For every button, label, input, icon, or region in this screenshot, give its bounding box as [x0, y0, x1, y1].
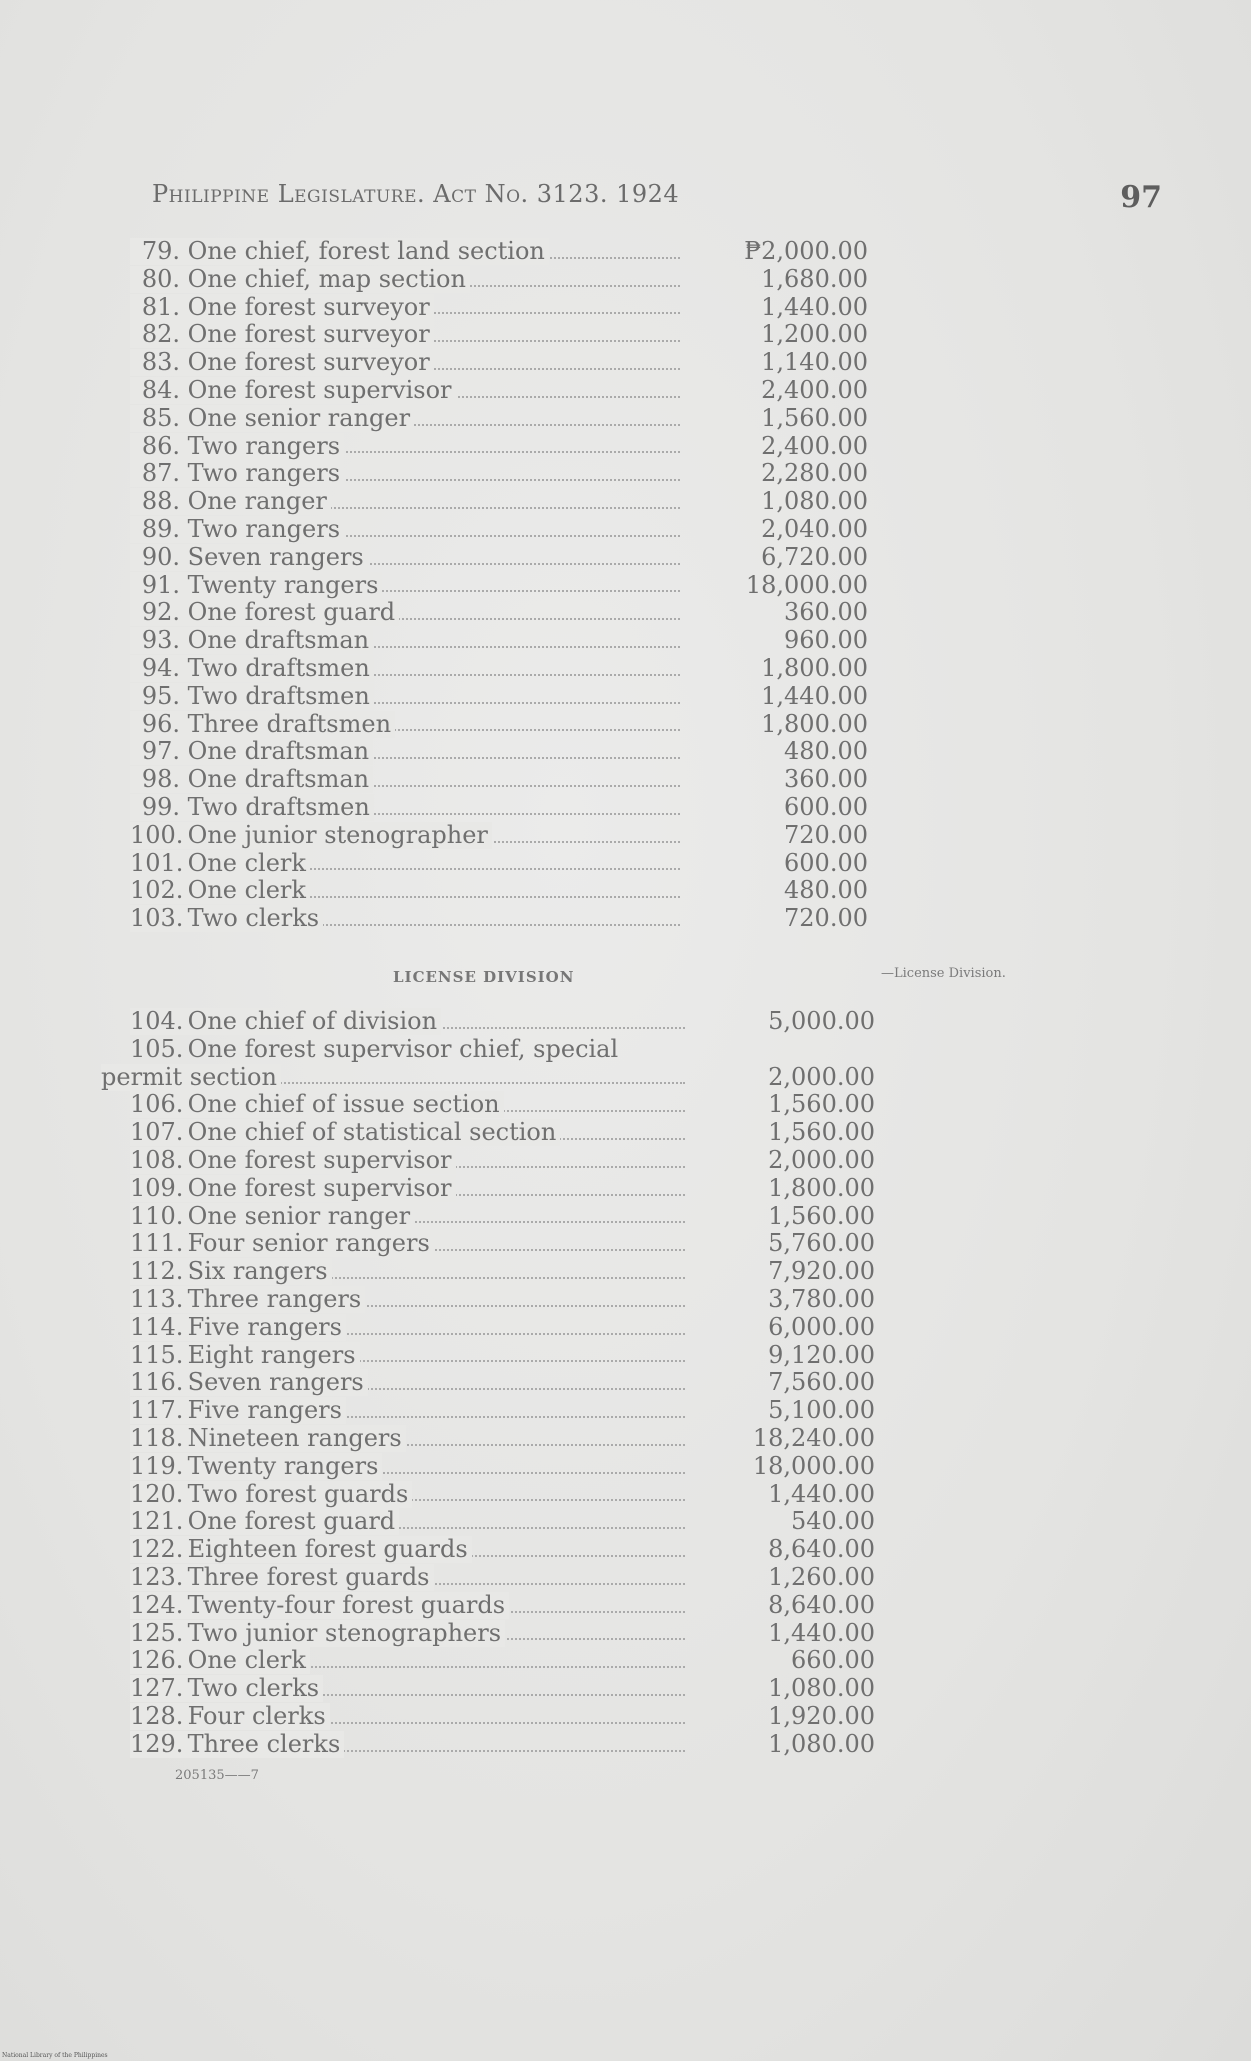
item-number: 108.	[130, 1146, 184, 1174]
item-number: 86.	[141, 432, 180, 460]
item-label	[130, 460, 680, 488]
appropriation-list-forest-section	[0, 238, 1251, 933]
item-amount: 1,080.00	[761, 487, 868, 516]
list-item	[0, 627, 1251, 655]
item-label	[130, 1258, 685, 1286]
list-item	[0, 822, 1251, 850]
item-amount: 360.00	[784, 598, 868, 627]
list-item	[0, 1564, 1251, 1592]
item-text: One chief, map section	[187, 265, 466, 293]
item-label	[130, 238, 680, 266]
item-amount: 2,400.00	[761, 375, 868, 404]
item-text: One clerk	[187, 877, 306, 905]
list-item	[0, 572, 1251, 600]
item-amount: 8,640.00	[768, 1590, 875, 1619]
item-text: Two rangers	[187, 432, 341, 460]
item-text: Twenty-four forest guards	[187, 1591, 506, 1619]
list-item	[0, 488, 1251, 516]
item-amount: 18,000.00	[745, 570, 868, 599]
item-number: 127.	[130, 1675, 184, 1703]
item-label	[130, 1425, 685, 1453]
item-label	[130, 349, 680, 377]
item-text: Five rangers	[187, 1397, 342, 1425]
item-number: 90.	[141, 543, 180, 571]
item-text: Two junior stenographers	[187, 1619, 502, 1647]
list-item	[0, 544, 1251, 572]
list-item	[0, 1369, 1251, 1397]
item-number: 115.	[130, 1341, 184, 1369]
item-text: Five rangers	[187, 1313, 342, 1341]
item-amount: 2,040.00	[761, 514, 868, 543]
item-amount: 960.00	[784, 626, 868, 655]
list-item	[0, 321, 1251, 349]
item-amount: 2,000.00	[768, 1062, 875, 1091]
item-number: 85.	[141, 404, 180, 432]
list-item	[0, 1731, 1251, 1759]
list-item	[0, 1230, 1251, 1258]
item-number: 97.	[141, 738, 180, 766]
item-number: 106.	[130, 1091, 184, 1119]
item-text: One forest guard	[187, 599, 396, 627]
list-item	[0, 877, 1251, 905]
list-item	[0, 1675, 1251, 1703]
item-label	[130, 1703, 685, 1731]
list-item	[0, 1091, 1251, 1119]
item-label	[130, 321, 680, 349]
item-label	[130, 488, 680, 516]
item-label	[130, 1008, 685, 1036]
item-text: Two draftsmen	[187, 682, 370, 710]
item-text: Twenty rangers	[187, 1452, 379, 1480]
item-number: 101.	[130, 849, 184, 877]
page-number: 97	[1120, 180, 1162, 215]
item-text: One forest guard	[187, 1508, 396, 1536]
item-amount: 1,080.00	[768, 1674, 875, 1703]
item-amount: 2,280.00	[761, 459, 868, 488]
item-text: Eight rangers	[187, 1341, 356, 1369]
item-text: One chief of statistical section	[187, 1119, 557, 1147]
item-label	[130, 1592, 685, 1620]
item-number: 124.	[130, 1591, 184, 1619]
item-amount: 1,200.00	[761, 320, 868, 349]
item-text: One senior ranger	[187, 404, 411, 432]
item-text: Two clerks	[187, 1675, 320, 1703]
item-label	[130, 1564, 685, 1592]
list-item	[0, 794, 1251, 822]
margin-note: —License Division.	[881, 966, 1006, 981]
item-text: Two draftsmen	[187, 654, 370, 682]
list-item	[0, 711, 1251, 739]
item-amount: 360.00	[784, 765, 868, 794]
item-amount: 720.00	[784, 820, 868, 849]
list-item	[0, 1286, 1251, 1314]
item-number: 122.	[130, 1536, 184, 1564]
item-label	[130, 544, 680, 572]
item-number: 99.	[141, 793, 180, 821]
list-item	[0, 683, 1251, 711]
item-number: 113.	[130, 1285, 184, 1313]
item-label	[130, 1342, 685, 1370]
item-text: Four clerks	[187, 1702, 326, 1730]
item-label	[130, 1175, 685, 1203]
item-number: 79.	[141, 238, 180, 265]
item-amount: 1,800.00	[768, 1173, 875, 1202]
item-text: Two rangers	[187, 515, 341, 543]
item-number: 93.	[141, 627, 180, 655]
list-item	[0, 1508, 1251, 1536]
item-text: One draftsman	[187, 738, 370, 766]
list-item	[0, 599, 1251, 627]
item-number: 84.	[141, 376, 180, 404]
item-text: Three clerks	[187, 1730, 341, 1758]
item-number: 109.	[130, 1174, 184, 1202]
item-label	[130, 377, 680, 405]
item-label	[130, 1119, 685, 1147]
item-amount: 6,720.00	[761, 542, 868, 571]
item-label	[130, 738, 680, 766]
item-number: 120.	[130, 1480, 184, 1508]
appropriation-list-license-division	[0, 1008, 1251, 1759]
item-label	[130, 766, 680, 794]
item-amount: 660.00	[791, 1646, 875, 1675]
item-text: Twenty rangers	[187, 571, 379, 599]
list-item	[0, 294, 1251, 322]
item-label	[130, 599, 680, 627]
item-amount: 600.00	[784, 792, 868, 821]
list-item	[0, 1536, 1251, 1564]
item-number: 81.	[141, 293, 180, 321]
item-text: One draftsman	[187, 627, 370, 655]
item-amount: ₱2,000.00	[744, 237, 868, 265]
item-number: 104.	[130, 1008, 184, 1035]
item-label	[130, 1286, 685, 1314]
item-label	[130, 1453, 685, 1481]
item-text: Eighteen forest guards	[187, 1536, 468, 1564]
item-text: One forest surveyor	[187, 349, 430, 377]
item-text: One clerk	[187, 1647, 306, 1675]
item-number: 92.	[141, 599, 180, 627]
item-number: 95.	[141, 682, 180, 710]
item-label	[130, 1397, 685, 1425]
list-item	[0, 1481, 1251, 1509]
list-item	[0, 460, 1251, 488]
item-number: 110.	[130, 1202, 184, 1230]
item-label	[130, 294, 680, 322]
item-amount: 600.00	[784, 848, 868, 877]
item-amount: 1,560.00	[768, 1118, 875, 1147]
list-item	[0, 850, 1251, 878]
item-label	[130, 1508, 685, 1536]
item-number: 88.	[141, 488, 180, 516]
item-label	[130, 1369, 685, 1397]
item-amount: 2,400.00	[761, 431, 868, 460]
item-number: 100.	[130, 821, 184, 849]
list-item	[0, 266, 1251, 294]
item-amount: 5,100.00	[768, 1396, 875, 1425]
item-text: Seven rangers	[187, 1369, 364, 1397]
item-number: 126.	[130, 1647, 184, 1675]
item-label	[130, 711, 680, 739]
item-number: 128.	[130, 1702, 184, 1730]
item-amount: 1,560.00	[768, 1090, 875, 1119]
item-label	[130, 683, 680, 711]
item-amount: 7,920.00	[768, 1257, 875, 1286]
list-item	[0, 1397, 1251, 1425]
item-amount: 18,240.00	[752, 1423, 875, 1452]
item-text: Two draftsmen	[187, 793, 370, 821]
item-amount: 1,560.00	[761, 403, 868, 432]
item-label	[130, 655, 680, 683]
item-text: One forest supervisor	[187, 1174, 452, 1202]
item-text: Two forest guards	[187, 1480, 409, 1508]
item-number: 83.	[141, 349, 180, 377]
item-text: One forest surveyor	[187, 293, 430, 321]
item-number: 119.	[130, 1452, 184, 1480]
list-item	[0, 1703, 1251, 1731]
item-text: Six rangers	[187, 1258, 328, 1286]
item-label	[130, 1314, 685, 1342]
item-text: One junior stenographer	[187, 821, 488, 849]
list-item	[0, 766, 1251, 794]
list-item	[0, 349, 1251, 377]
page-header	[152, 180, 1162, 220]
item-text: One forest supervisor	[187, 1146, 452, 1174]
item-amount: 1,440.00	[761, 292, 868, 321]
item-label	[130, 905, 680, 933]
item-label	[130, 822, 680, 850]
item-text: One forest surveyor	[187, 321, 430, 349]
item-text: Four senior rangers	[187, 1230, 430, 1258]
item-amount: 1,080.00	[768, 1729, 875, 1758]
section-heading: LICENSE DIVISION	[393, 968, 575, 986]
item-label	[130, 1091, 685, 1119]
item-text: One chief of issue section	[187, 1091, 500, 1119]
item-label	[130, 877, 680, 905]
list-item-wrapped-line1	[0, 1036, 1251, 1064]
list-item	[0, 738, 1251, 766]
license-division-items	[0, 1091, 1251, 1758]
list-item	[0, 1425, 1251, 1453]
item-amount: 1,800.00	[761, 653, 868, 682]
item-amount: 1,440.00	[761, 681, 868, 710]
item-text: Two clerks	[187, 905, 320, 933]
item-label	[130, 1647, 685, 1675]
item-amount: 1,920.00	[768, 1701, 875, 1730]
item-number: 125.	[130, 1619, 184, 1647]
item-number: 111.	[130, 1230, 184, 1258]
item-label	[130, 405, 680, 433]
item-label	[130, 572, 680, 600]
list-item	[0, 905, 1251, 933]
item-number: 102.	[130, 877, 184, 905]
item-amount: 1,140.00	[761, 348, 868, 377]
item-text: permit section	[101, 1064, 281, 1091]
item-amount: 1,560.00	[768, 1201, 875, 1230]
list-item	[0, 1203, 1251, 1231]
list-item	[0, 1453, 1251, 1481]
item-text: One forest supervisor chief, special	[187, 1034, 619, 1063]
item-label	[130, 1675, 685, 1703]
list-item	[0, 1008, 1251, 1036]
item-number: 80.	[141, 265, 180, 293]
running-title: Philippine Legislature. Act No. 3123. 1924	[152, 180, 680, 208]
item-number: 82.	[141, 321, 180, 349]
item-number: 114.	[130, 1313, 184, 1341]
item-text: One ranger	[187, 488, 327, 516]
item-label	[130, 1147, 685, 1175]
item-number: 89.	[141, 515, 180, 543]
item-amount: 1,800.00	[761, 709, 868, 738]
item-text: Three draftsmen	[187, 710, 392, 738]
item-amount: 6,000.00	[768, 1312, 875, 1341]
list-item	[0, 1258, 1251, 1286]
item-number: 121.	[130, 1508, 184, 1536]
item-amount: 480.00	[784, 876, 868, 905]
item-label	[130, 433, 680, 461]
list-item	[0, 655, 1251, 683]
item-amount: 1,260.00	[768, 1562, 875, 1591]
item-label	[130, 794, 680, 822]
item-number: 107.	[130, 1119, 184, 1147]
item-amount: 5,000.00	[768, 1007, 875, 1035]
list-item-wrapped-line2	[0, 1064, 1251, 1092]
item-amount: 8,640.00	[768, 1535, 875, 1564]
list-item	[0, 1119, 1251, 1147]
list-item	[0, 1147, 1251, 1175]
item-label	[130, 266, 680, 294]
item-label	[130, 627, 680, 655]
item-number: 129.	[130, 1730, 184, 1758]
item-number: 103.	[130, 905, 184, 933]
item-amount: 7,560.00	[768, 1368, 875, 1397]
signature-code: 205135——7	[175, 1768, 259, 1783]
item-number: 91.	[141, 571, 180, 599]
item-text: One senior ranger	[187, 1202, 411, 1230]
item-number: 112.	[130, 1258, 184, 1286]
item-text: One forest supervisor	[187, 376, 452, 404]
item-amount: 720.00	[784, 904, 868, 933]
item-label	[130, 1230, 685, 1258]
item-number: 118.	[130, 1424, 184, 1452]
list-item	[0, 516, 1251, 544]
item-amount: 1,440.00	[768, 1618, 875, 1647]
item-amount: 3,780.00	[768, 1284, 875, 1313]
list-item	[0, 1342, 1251, 1370]
item-label	[130, 850, 680, 878]
item-number: 117.	[130, 1397, 184, 1425]
item-amount: 2,000.00	[768, 1145, 875, 1174]
item-text: Three rangers	[187, 1285, 362, 1313]
list-item	[0, 405, 1251, 433]
list-item	[0, 433, 1251, 461]
scan-credit: National Library of the Philippines	[2, 2052, 108, 2059]
list-item	[0, 1592, 1251, 1620]
item-amount: 540.00	[791, 1507, 875, 1536]
list-item	[0, 1314, 1251, 1342]
item-text: One clerk	[187, 849, 306, 877]
item-amount: 5,760.00	[768, 1229, 875, 1258]
item-number: 87.	[141, 460, 180, 488]
list-item	[0, 1647, 1251, 1675]
item-text: One chief, forest land section	[187, 238, 545, 265]
list-item	[0, 238, 1251, 266]
item-text: One chief of division	[187, 1008, 438, 1035]
item-number: 96.	[141, 710, 180, 738]
item-label	[130, 1620, 685, 1648]
item-amount: 1,680.00	[761, 264, 868, 293]
item-number: 116.	[130, 1369, 184, 1397]
item-label	[130, 1481, 685, 1509]
item-label	[130, 1536, 685, 1564]
list-item	[0, 377, 1251, 405]
item-amount: 18,000.00	[752, 1451, 875, 1480]
list-item	[0, 1175, 1251, 1203]
item-label	[101, 1064, 685, 1092]
item-label	[130, 516, 680, 544]
item-number: 105.	[130, 1034, 184, 1063]
item-number: 123.	[130, 1563, 184, 1591]
item-text: One draftsman	[187, 766, 370, 794]
item-amount: 9,120.00	[768, 1340, 875, 1369]
item-text: Two rangers	[187, 460, 341, 488]
item-number: 98.	[141, 766, 180, 794]
item-text: Seven rangers	[187, 543, 364, 571]
item-label	[130, 1203, 685, 1231]
item-text: Three forest guards	[187, 1563, 430, 1591]
item-label	[130, 1731, 685, 1759]
item-amount: 480.00	[784, 737, 868, 766]
item-number: 94.	[141, 654, 180, 682]
list-item	[0, 1620, 1251, 1648]
item-amount: 1,440.00	[768, 1479, 875, 1508]
item-text: Nineteen rangers	[187, 1424, 402, 1452]
